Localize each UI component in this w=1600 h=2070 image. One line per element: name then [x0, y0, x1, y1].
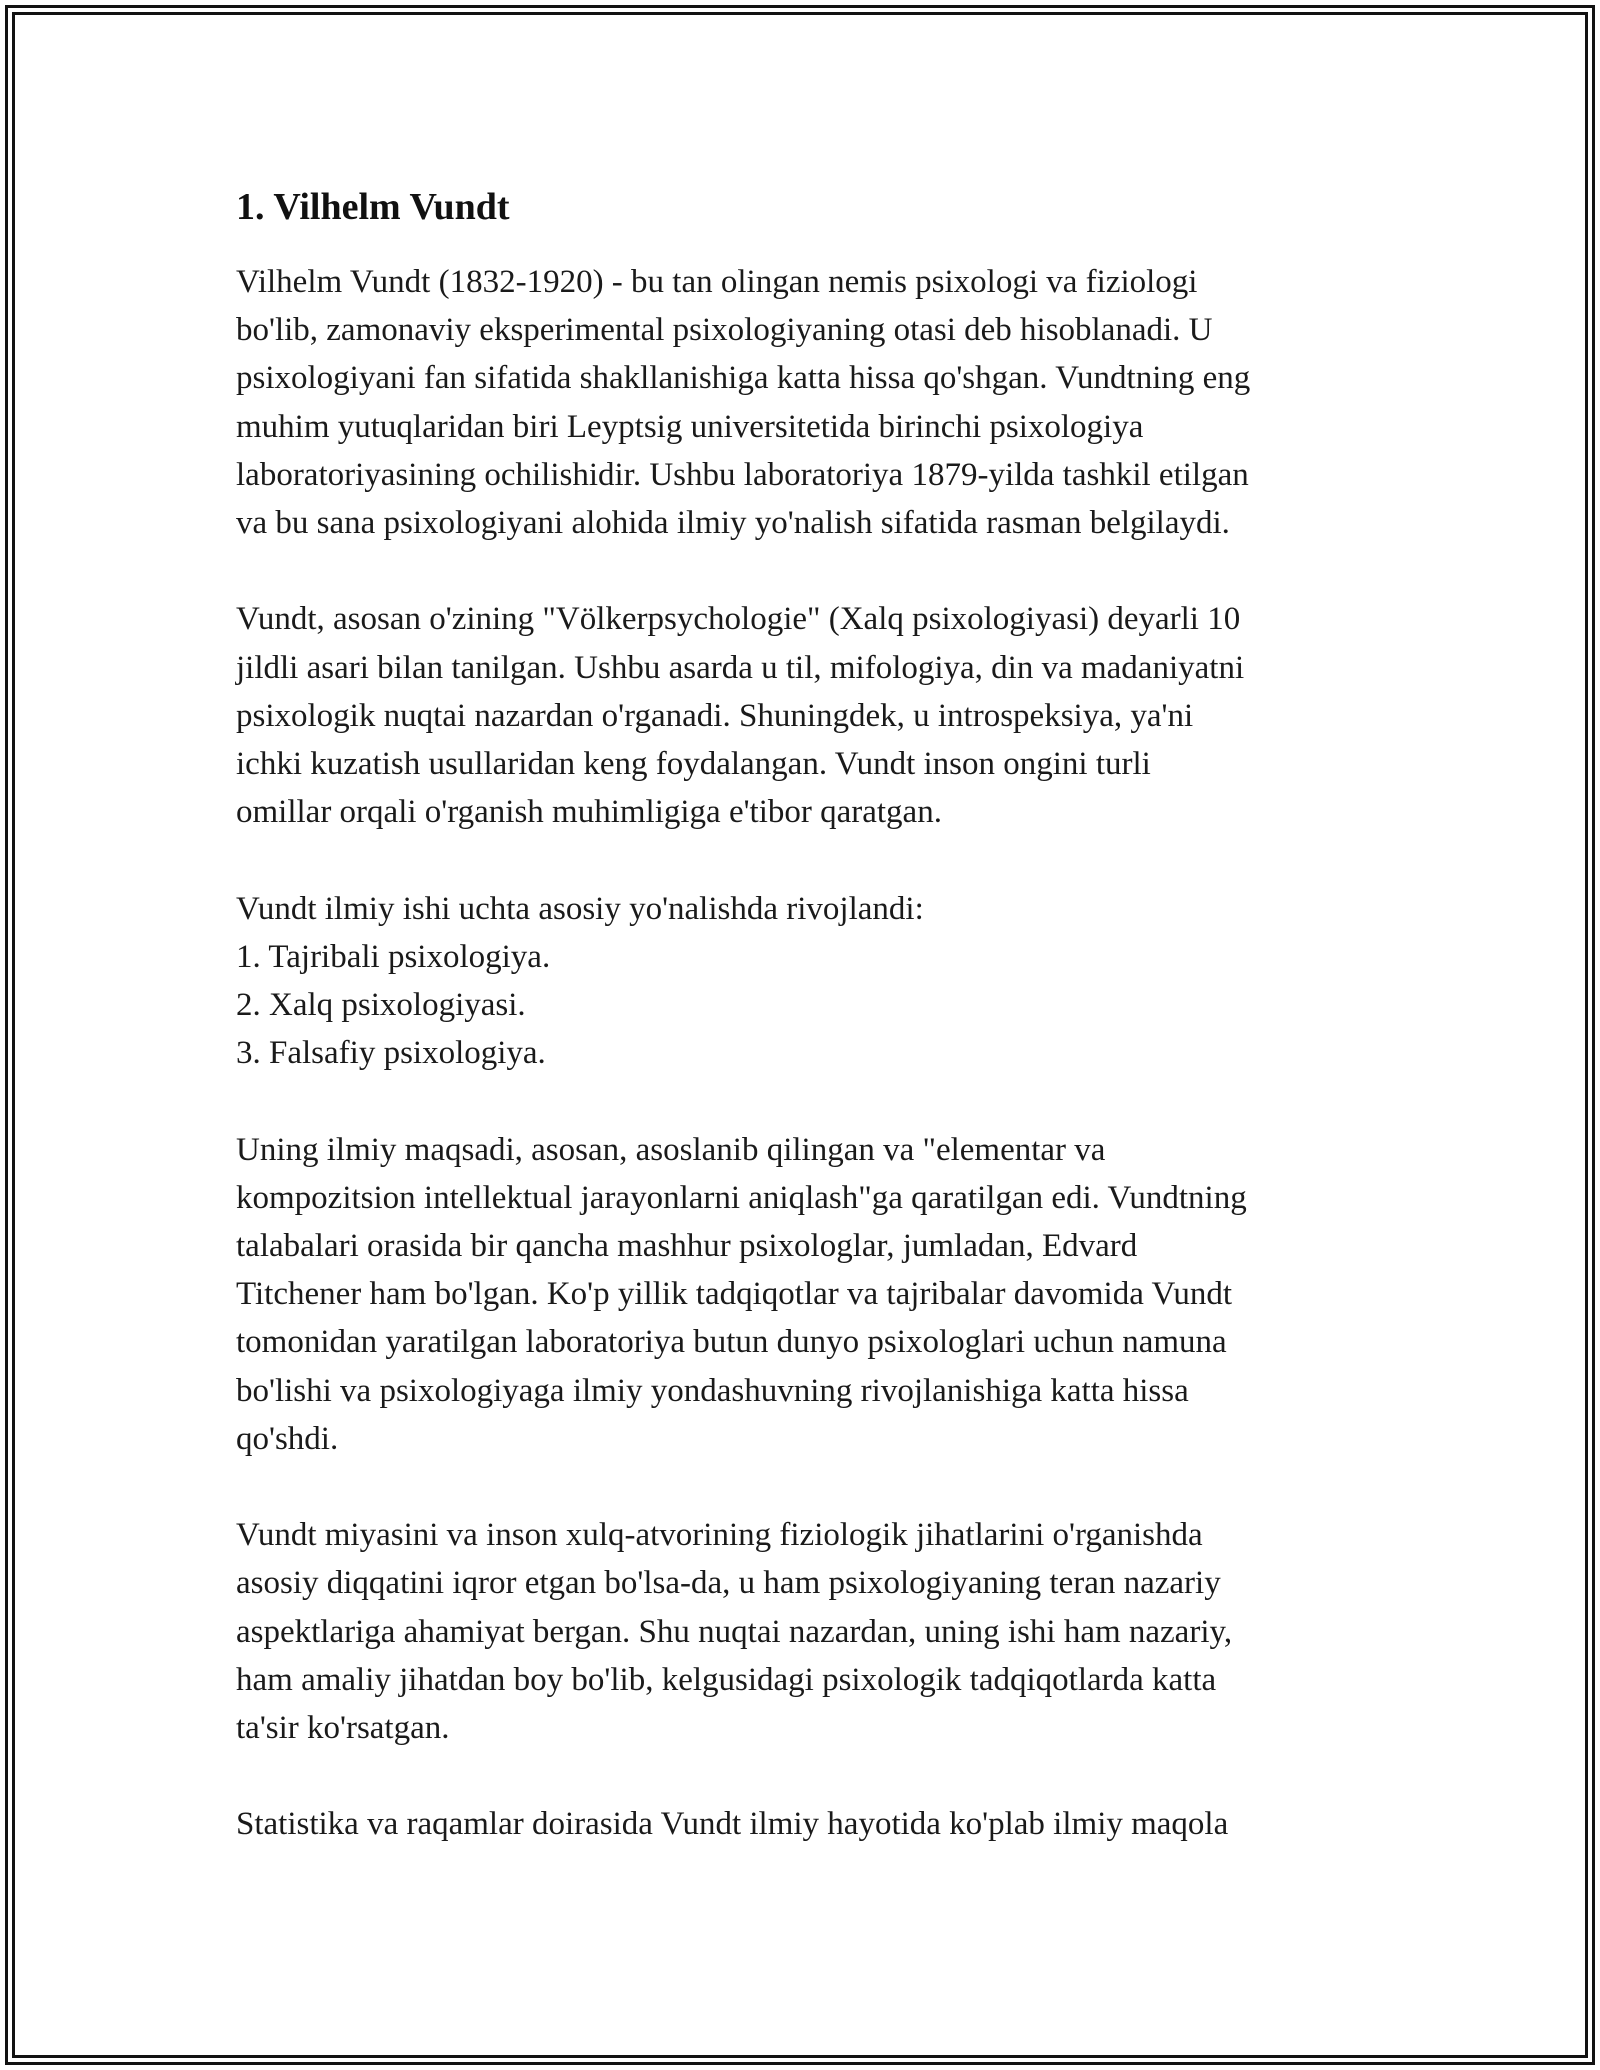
text-line: Vundt, asosan o'zining "Völkerpsychologie" (Xalq psixologiyasi) deyarli 10 [236, 601, 1241, 638]
paragraph-scientific-goal [236, 1126, 1376, 1463]
text-line: kompozitsion intellektual jarayonlarni aniqlash"ga qaratilgan edi. Vundtning [236, 1179, 1247, 1216]
section-heading: 1. Vilhelm Vundt [236, 186, 510, 228]
text-line: Vundt ilmiy ishi uchta asosiy yo'nalishda rivojlandi: [236, 890, 924, 927]
text-line: va bu sana psixologiyani alohida ilmiy yo'nalish sifatida rasman belgilaydi. [236, 505, 1230, 542]
paragraph-intro [236, 258, 1376, 547]
text-line: tomonidan yaratilgan laboratoriya butun dunyo psixologlari uchun namuna [236, 1324, 1227, 1361]
text-line: ham amaliy jihatdan boy bo'lib, kelgusidagi psixologik tadqiqotlarda katta [236, 1661, 1217, 1698]
text-line: aspektlariga ahamiyat bergan. Shu nuqtai nazardan, uning ishi ham nazariy, [236, 1613, 1233, 1650]
text-line: bo'lishi va psixologiyaga ilmiy yondashuvning rivojlanishiga katta hissa [236, 1372, 1189, 1409]
document-body [236, 184, 1376, 1897]
text-line: talabalari orasida bir qancha mashhur psixologlar, jumladan, Edvard [236, 1228, 1138, 1265]
text-line: bo'lib, zamonaviy eksperimental psixologiyaning otasi deb hisoblanadi. U [236, 312, 1213, 349]
text-line: omillar orqali o'rganish muhimligiga e'tibor qaratgan. [236, 794, 942, 831]
text-line: muhim yutuqlaridan biri Leyptsig universitetida birinchi psixologiya [236, 408, 1144, 445]
paragraph-physiology [236, 1511, 1376, 1752]
paragraph-directions-list [236, 885, 1376, 1078]
text-line: Uning ilmiy maqsadi, asosan, asoslanib qilingan va "elementar va [236, 1131, 1106, 1168]
text-line: Statistika va raqamlar doirasida Vundt ilmiy hayotida ko'plab ilmiy maqola [236, 1806, 1229, 1843]
text-line: laboratoriyasining ochilishidir. Ushbu laboratoriya 1879-yilda tashkil etilgan [236, 456, 1249, 493]
text-line: qo'shdi. [236, 1420, 339, 1457]
text-line: ta'sir ko'rsatgan. [236, 1710, 450, 1747]
text-line: jildli asari bilan tanilgan. Ushbu asarda u til, mifologiya, din va madaniyatni [236, 649, 1245, 686]
list-item: 2. Xalq psixologiyasi. [236, 987, 526, 1024]
list-item: 3. Falsafiy psixologiya. [236, 1035, 546, 1072]
paragraph-volkerpsychologie [236, 595, 1376, 836]
text-line: ichki kuzatish usullaridan keng foydalangan. Vundt inson ongini turli [236, 746, 1151, 783]
text-line: psixologiyani fan sifatida shakllanishiga katta hissa qo'shgan. Vundtning eng [236, 360, 1251, 397]
text-line: asosiy diqqatini iqror etgan bo'lsa-da, u ham psixologiyaning teran nazariy [236, 1565, 1221, 1602]
list-item: 1. Tajribali psixologiya. [236, 938, 551, 975]
text-line: psixologik nuqtai nazardan o'rganadi. Shuningdek, u introspeksiya, ya'ni [236, 697, 1194, 734]
text-line: Titchener ham bo'lgan. Ko'p yillik tadqiqotlar va tajribalar davomida Vundt [236, 1276, 1233, 1313]
text-line: Vilhelm Vundt (1832-1920) - bu tan olingan nemis psixologi va fiziologi [236, 264, 1198, 300]
paragraph-statistics [236, 1800, 1376, 1848]
text-line: Vundt miyasini va inson xulq-atvorining fiziologik jihatlarini o'rganishda [236, 1517, 1203, 1554]
